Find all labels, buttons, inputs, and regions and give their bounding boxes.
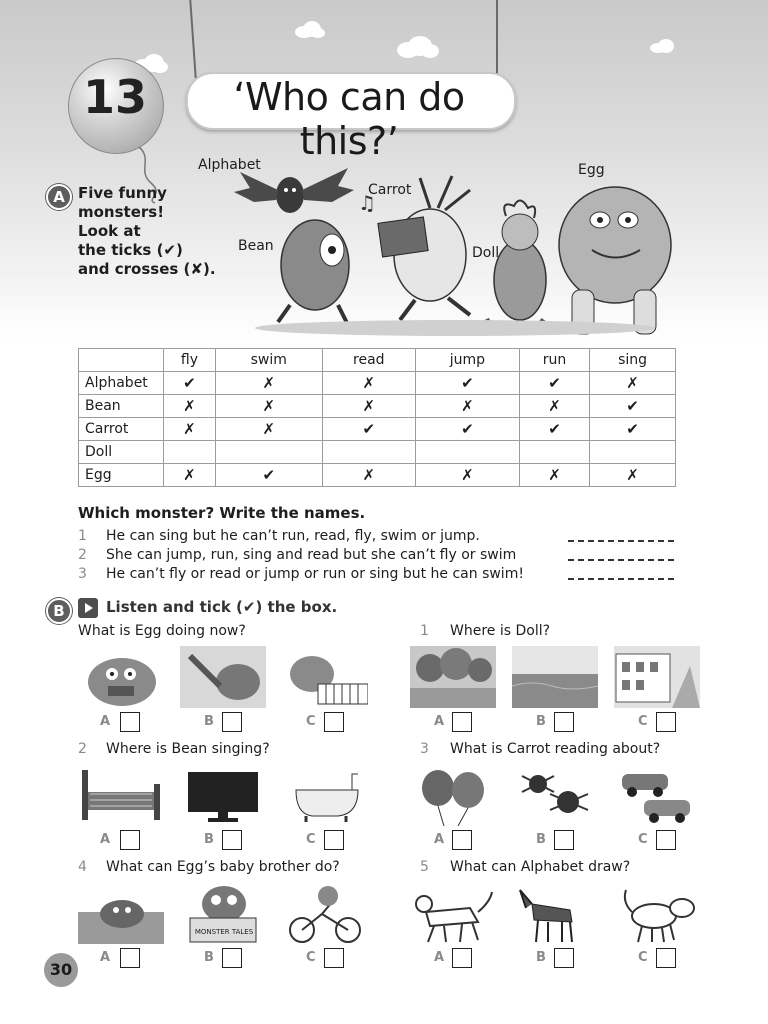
question-number: 2 xyxy=(78,547,87,563)
monsters-illustration xyxy=(220,150,690,340)
answer-checkbox[interactable] xyxy=(324,830,344,850)
section-b-instruction: Listen and tick (✔) the box. xyxy=(106,598,338,616)
monster-label-egg: Egg xyxy=(578,162,605,178)
monster-name-cell: Alphabet xyxy=(79,372,164,395)
mark-cell[interactable] xyxy=(519,441,589,464)
mark-cell: ✗ xyxy=(322,395,415,418)
question-text: What is Egg doing now? xyxy=(78,623,246,639)
question-text: What is Carrot reading about? xyxy=(450,741,661,757)
mark-cell: ✗ xyxy=(215,372,322,395)
mark-cell: ✗ xyxy=(322,372,415,395)
option-picture xyxy=(78,882,164,944)
alphabet-monster xyxy=(234,168,354,213)
option-label: B xyxy=(536,832,546,847)
option-picture xyxy=(614,764,700,826)
cloud-icon xyxy=(648,38,676,54)
mark-cell: ✔ xyxy=(415,372,519,395)
doll-monster xyxy=(450,200,565,328)
monster-name-cell: Bean xyxy=(79,395,164,418)
intro-line: the ticks (✔) xyxy=(78,241,183,259)
answer-checkbox[interactable] xyxy=(452,948,472,968)
option-label: B xyxy=(536,714,546,729)
table-header-cell: sing xyxy=(590,349,676,372)
book-cover-text: MONSTER TALES xyxy=(194,928,254,936)
question-number: 1 xyxy=(78,528,87,544)
mark-cell: ✗ xyxy=(590,464,676,487)
monster-label-carrot: Carrot xyxy=(368,182,412,198)
page-number: 30 xyxy=(44,953,78,987)
table-header-cell: read xyxy=(322,349,415,372)
mark-cell[interactable] xyxy=(164,441,216,464)
answer-line[interactable] xyxy=(568,540,674,542)
mark-cell: ✗ xyxy=(164,395,216,418)
table-header-cell: fly xyxy=(164,349,216,372)
intro-line: Five funny xyxy=(78,184,167,202)
question-number: 5 xyxy=(420,859,429,875)
option-picture xyxy=(180,646,266,708)
mark-cell: ✔ xyxy=(415,418,519,441)
monster-name-cell: Egg xyxy=(79,464,164,487)
answer-checkbox[interactable] xyxy=(656,830,676,850)
option-picture xyxy=(78,646,164,708)
mark-cell: ✗ xyxy=(415,464,519,487)
option-picture xyxy=(282,764,368,826)
mark-cell: ✔ xyxy=(164,372,216,395)
mark-cell: ✗ xyxy=(215,418,322,441)
option-picture xyxy=(282,646,368,708)
question-text: He can sing but he can’t run, read, fly, swim or jump. xyxy=(106,528,480,544)
section-b-badge: B xyxy=(46,598,72,624)
option-label: A xyxy=(100,950,111,965)
answer-checkbox[interactable] xyxy=(554,712,574,732)
answer-checkbox[interactable] xyxy=(222,948,242,968)
option-picture xyxy=(180,882,266,944)
mark-cell: ✔ xyxy=(590,418,676,441)
option-picture xyxy=(410,764,496,826)
option-label: C xyxy=(306,950,316,965)
answer-checkbox[interactable] xyxy=(324,948,344,968)
page-title: ‘Who can do this?’ xyxy=(233,75,465,163)
mark-cell[interactable] xyxy=(215,441,322,464)
monster-name-cell: Carrot xyxy=(79,418,164,441)
option-label: B xyxy=(204,832,214,847)
answer-checkbox[interactable] xyxy=(656,948,676,968)
mark-cell: ✗ xyxy=(415,395,519,418)
answer-checkbox[interactable] xyxy=(120,712,140,732)
answer-checkbox[interactable] xyxy=(324,712,344,732)
option-picture xyxy=(614,646,700,708)
option-label: C xyxy=(638,714,648,729)
table-header-row xyxy=(79,349,676,372)
mark-cell: ✔ xyxy=(215,464,322,487)
option-label: A xyxy=(100,832,111,847)
question-number: 1 xyxy=(420,623,429,639)
intro-line: monsters! xyxy=(78,203,165,221)
option-picture xyxy=(512,764,598,826)
mark-cell: ✔ xyxy=(322,418,415,441)
table-row xyxy=(79,441,676,464)
answer-checkbox[interactable] xyxy=(222,712,242,732)
answer-checkbox[interactable] xyxy=(120,948,140,968)
monster-label-doll: Doll xyxy=(472,245,500,261)
question-number: 2 xyxy=(78,741,87,757)
answer-checkbox[interactable] xyxy=(656,712,676,732)
table-header-cell xyxy=(79,349,164,372)
option-label: C xyxy=(638,832,648,847)
carrot-monster xyxy=(378,176,470,320)
play-icon xyxy=(78,598,98,618)
mark-cell[interactable] xyxy=(415,441,519,464)
question-text: He can’t fly or read or jump or run or sing but he can swim! xyxy=(106,566,524,582)
answer-checkbox[interactable] xyxy=(120,830,140,850)
mark-cell: ✔ xyxy=(590,395,676,418)
table-row xyxy=(79,372,676,395)
monster-label-alphabet: Alphabet xyxy=(198,157,261,173)
question-number: 3 xyxy=(420,741,429,757)
option-label: A xyxy=(100,714,111,729)
mark-cell: ✗ xyxy=(519,464,589,487)
question-text: What can Egg’s baby brother do? xyxy=(106,859,340,875)
intro-line: and crosses (✘). xyxy=(78,260,216,278)
answer-checkbox[interactable] xyxy=(554,948,574,968)
question-number: 3 xyxy=(78,566,87,582)
mark-cell: ✗ xyxy=(590,372,676,395)
table-row xyxy=(79,464,676,487)
mark-cell[interactable] xyxy=(322,441,415,464)
mark-cell: ✗ xyxy=(519,395,589,418)
mark-cell: ✔ xyxy=(519,372,589,395)
question-text: She can jump, run, sing and read but she can’t fly or swim xyxy=(106,547,517,563)
option-label: A xyxy=(434,714,445,729)
option-label: B xyxy=(204,714,214,729)
table-row xyxy=(79,395,676,418)
option-label: B xyxy=(204,950,214,965)
monster-name-cell: Doll xyxy=(79,441,164,464)
table-row xyxy=(79,418,676,441)
table-header-cell: swim xyxy=(215,349,322,372)
option-label: A xyxy=(434,832,445,847)
option-picture xyxy=(410,646,496,708)
option-label: C xyxy=(306,714,316,729)
ability-table xyxy=(78,348,676,487)
hanging-string xyxy=(496,0,498,76)
question-number: 4 xyxy=(78,859,87,875)
monster-label-bean: Bean xyxy=(238,238,274,254)
cloud-icon xyxy=(292,20,326,40)
answer-checkbox[interactable] xyxy=(452,830,472,850)
option-picture xyxy=(512,882,598,944)
question-text: Where is Bean singing? xyxy=(106,741,270,757)
answer-checkbox[interactable] xyxy=(554,830,574,850)
table-header-cell: jump xyxy=(415,349,519,372)
table-header-cell: run xyxy=(519,349,589,372)
option-picture xyxy=(282,882,368,944)
unit-number: 13 xyxy=(82,70,147,124)
option-picture xyxy=(180,764,266,826)
mark-cell: ✗ xyxy=(215,395,322,418)
which-monster-heading: Which monster? Write the names. xyxy=(78,504,366,522)
svg-text:♫: ♫ xyxy=(358,191,376,215)
answer-line[interactable] xyxy=(568,559,674,561)
answer-checkbox[interactable] xyxy=(222,830,242,850)
option-label: A xyxy=(434,950,445,965)
mark-cell[interactable] xyxy=(590,441,676,464)
option-label: C xyxy=(306,832,316,847)
egg-monster xyxy=(559,187,671,334)
option-label: B xyxy=(536,950,546,965)
option-picture xyxy=(78,764,164,826)
option-picture xyxy=(512,646,598,708)
audio-play-button[interactable] xyxy=(78,598,98,618)
mark-cell: ✗ xyxy=(164,418,216,441)
question-text: Where is Doll? xyxy=(450,623,551,639)
section-a-badge: A xyxy=(46,184,72,210)
question-text: What can Alphabet draw? xyxy=(450,859,631,875)
option-label: C xyxy=(638,950,648,965)
section-a-intro xyxy=(78,184,216,279)
intro-line: Look at xyxy=(78,222,141,240)
mark-cell: ✔ xyxy=(519,418,589,441)
mark-cell: ✗ xyxy=(322,464,415,487)
answer-checkbox[interactable] xyxy=(452,712,472,732)
option-picture xyxy=(410,882,496,944)
option-picture xyxy=(614,882,700,944)
answer-line[interactable] xyxy=(568,578,674,580)
mark-cell: ✗ xyxy=(164,464,216,487)
cloud-icon xyxy=(394,34,440,60)
